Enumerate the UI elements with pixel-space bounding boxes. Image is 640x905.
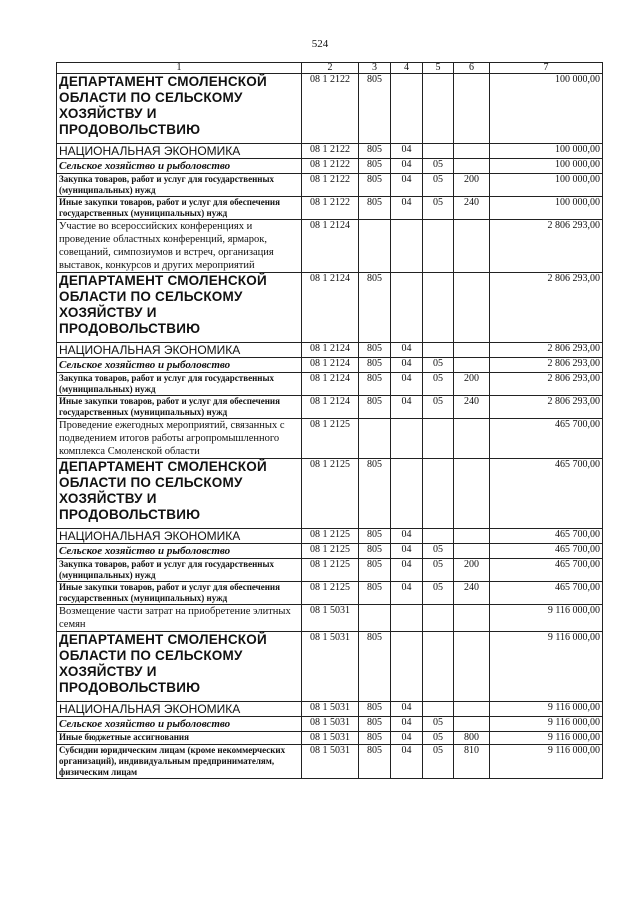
target-article-cell: 08 1 2122 <box>302 159 359 174</box>
department-code-cell <box>359 419 391 459</box>
row-name-cell: Проведение ежегодных мероприятий, связанных с подведением итогов работы агропромышленного комплекса Смоленской области <box>57 419 302 459</box>
subsection-code-cell: 05 <box>423 745 454 779</box>
column-header: 7 <box>490 63 603 74</box>
expense-type-cell: 200 <box>454 373 490 396</box>
expense-type-cell <box>454 702 490 717</box>
row-name-cell: Иные закупки товаров, работ и услуг для обеспечения государственных (муниципальных) нужд <box>57 582 302 605</box>
section-code-cell <box>391 419 423 459</box>
section-code-cell: 04 <box>391 702 423 717</box>
expense-type-cell <box>454 358 490 373</box>
table-row <box>57 544 603 559</box>
table-row <box>57 419 603 459</box>
department-code-cell: 805 <box>359 159 391 174</box>
expense-type-cell <box>454 343 490 358</box>
target-article-cell: 08 1 2124 <box>302 373 359 396</box>
expense-type-cell <box>454 144 490 159</box>
row-name-cell: ДЕПАРТАМЕНТ СМОЛЕНСКОЙ ОБЛАСТИ ПО СЕЛЬСКОМУ ХОЗЯЙСТВУ И ПРОДОВОЛЬСТВИЮ <box>57 459 302 529</box>
table-row <box>57 732 603 745</box>
expense-type-cell <box>454 717 490 732</box>
amount-cell: 100 000,00 <box>490 197 603 220</box>
section-code-cell: 04 <box>391 174 423 197</box>
column-header-row <box>57 63 603 74</box>
expense-type-cell <box>454 74 490 144</box>
row-name-cell: НАЦИОНАЛЬНАЯ ЭКОНОМИКА <box>57 144 302 159</box>
section-code-cell: 04 <box>391 717 423 732</box>
table-body <box>57 74 603 779</box>
section-code-cell: 04 <box>391 343 423 358</box>
target-article-cell: 08 1 2125 <box>302 544 359 559</box>
table-row <box>57 529 603 544</box>
table-row <box>57 459 603 529</box>
subsection-code-cell <box>423 605 454 632</box>
section-code-cell: 04 <box>391 396 423 419</box>
department-code-cell: 805 <box>359 459 391 529</box>
section-code-cell <box>391 605 423 632</box>
table-row <box>57 702 603 717</box>
column-header: 5 <box>423 63 454 74</box>
row-name-cell: НАЦИОНАЛЬНАЯ ЭКОНОМИКА <box>57 343 302 358</box>
section-code-cell: 04 <box>391 159 423 174</box>
department-code-cell: 805 <box>359 273 391 343</box>
subsection-code-cell <box>423 419 454 459</box>
expense-type-cell <box>454 544 490 559</box>
department-code-cell: 805 <box>359 702 391 717</box>
subsection-code-cell: 05 <box>423 358 454 373</box>
expense-type-cell <box>454 220 490 273</box>
target-article-cell: 08 1 2124 <box>302 220 359 273</box>
department-code-cell: 805 <box>359 396 391 419</box>
department-code-cell: 805 <box>359 544 391 559</box>
table-row <box>57 605 603 632</box>
target-article-cell: 08 1 2124 <box>302 358 359 373</box>
target-article-cell: 08 1 2125 <box>302 459 359 529</box>
department-code-cell: 805 <box>359 717 391 732</box>
expense-type-cell: 800 <box>454 732 490 745</box>
row-name-cell: Иные закупки товаров, работ и услуг для обеспечения государственных (муниципальных) нужд <box>57 396 302 419</box>
subsection-code-cell: 05 <box>423 159 454 174</box>
row-name-cell: Закупка товаров, работ и услуг для государственных (муниципальных) нужд <box>57 373 302 396</box>
amount-cell: 2 806 293,00 <box>490 220 603 273</box>
table-row <box>57 197 603 220</box>
table-row <box>57 144 603 159</box>
subsection-code-cell: 05 <box>423 373 454 396</box>
subsection-code-cell <box>423 632 454 702</box>
expense-type-cell <box>454 529 490 544</box>
target-article-cell: 08 1 5031 <box>302 717 359 732</box>
column-header: 6 <box>454 63 490 74</box>
row-name-cell: Субсидии юридическим лицам (кроме некоммерческих организаций), индивидуальным предпринимателям, физическим лицам <box>57 745 302 779</box>
department-code-cell: 805 <box>359 582 391 605</box>
expense-type-cell: 200 <box>454 174 490 197</box>
subsection-code-cell: 05 <box>423 174 454 197</box>
subsection-code-cell: 05 <box>423 396 454 419</box>
target-article-cell: 08 1 5031 <box>302 605 359 632</box>
table-row <box>57 745 603 779</box>
amount-cell: 465 700,00 <box>490 559 603 582</box>
amount-cell: 100 000,00 <box>490 144 603 159</box>
subsection-code-cell: 05 <box>423 717 454 732</box>
section-code-cell: 04 <box>391 529 423 544</box>
target-article-cell: 08 1 2125 <box>302 529 359 544</box>
row-name-cell: Закупка товаров, работ и услуг для государственных (муниципальных) нужд <box>57 559 302 582</box>
amount-cell: 9 116 000,00 <box>490 717 603 732</box>
expense-type-cell <box>454 159 490 174</box>
row-name-cell: НАЦИОНАЛЬНАЯ ЭКОНОМИКА <box>57 529 302 544</box>
section-code-cell: 04 <box>391 582 423 605</box>
table-row <box>57 632 603 702</box>
column-header: 3 <box>359 63 391 74</box>
column-header: 1 <box>57 63 302 74</box>
subsection-code-cell: 05 <box>423 559 454 582</box>
section-code-cell <box>391 74 423 144</box>
table-row <box>57 343 603 358</box>
table-row <box>57 396 603 419</box>
section-code-cell: 04 <box>391 544 423 559</box>
amount-cell: 465 700,00 <box>490 419 603 459</box>
expense-type-cell: 240 <box>454 396 490 419</box>
department-code-cell: 805 <box>359 373 391 396</box>
section-code-cell: 04 <box>391 197 423 220</box>
target-article-cell: 08 1 2122 <box>302 74 359 144</box>
row-name-cell: Иные закупки товаров, работ и услуг для обеспечения государственных (муниципальных) нужд <box>57 197 302 220</box>
subsection-code-cell <box>423 144 454 159</box>
row-name-cell: Сельское хозяйство и рыболовство <box>57 159 302 174</box>
target-article-cell: 08 1 5031 <box>302 632 359 702</box>
table-row <box>57 159 603 174</box>
section-code-cell <box>391 273 423 343</box>
amount-cell: 9 116 000,00 <box>490 745 603 779</box>
amount-cell: 465 700,00 <box>490 459 603 529</box>
subsection-code-cell <box>423 343 454 358</box>
page-number: 524 <box>311 38 329 50</box>
department-code-cell: 805 <box>359 74 391 144</box>
amount-cell: 465 700,00 <box>490 544 603 559</box>
target-article-cell: 08 1 2125 <box>302 559 359 582</box>
amount-cell: 100 000,00 <box>490 74 603 144</box>
amount-cell: 2 806 293,00 <box>490 396 603 419</box>
table-row <box>57 717 603 732</box>
expense-type-cell: 240 <box>454 197 490 220</box>
target-article-cell: 08 1 5031 <box>302 745 359 779</box>
expense-type-cell <box>454 459 490 529</box>
subsection-code-cell: 05 <box>423 197 454 220</box>
subsection-code-cell <box>423 702 454 717</box>
target-article-cell: 08 1 5031 <box>302 702 359 717</box>
department-code-cell: 805 <box>359 745 391 779</box>
section-code-cell: 04 <box>391 745 423 779</box>
subsection-code-cell: 05 <box>423 544 454 559</box>
amount-cell: 2 806 293,00 <box>490 273 603 343</box>
row-name-cell: Сельское хозяйство и рыболовство <box>57 358 302 373</box>
table-row <box>57 220 603 273</box>
section-code-cell <box>391 220 423 273</box>
row-name-cell: ДЕПАРТАМЕНТ СМОЛЕНСКОЙ ОБЛАСТИ ПО СЕЛЬСКОМУ ХОЗЯЙСТВУ И ПРОДОВОЛЬСТВИЮ <box>57 273 302 343</box>
row-name-cell: ДЕПАРТАМЕНТ СМОЛЕНСКОЙ ОБЛАСТИ ПО СЕЛЬСКОМУ ХОЗЯЙСТВУ И ПРОДОВОЛЬСТВИЮ <box>57 74 302 144</box>
amount-cell: 465 700,00 <box>490 582 603 605</box>
amount-cell: 9 116 000,00 <box>490 732 603 745</box>
amount-cell: 100 000,00 <box>490 159 603 174</box>
section-code-cell: 04 <box>391 358 423 373</box>
expense-type-cell: 240 <box>454 582 490 605</box>
section-code-cell: 04 <box>391 732 423 745</box>
expense-type-cell <box>454 273 490 343</box>
expense-type-cell <box>454 605 490 632</box>
target-article-cell: 08 1 2122 <box>302 144 359 159</box>
table-row <box>57 373 603 396</box>
budget-table <box>56 62 603 779</box>
target-article-cell: 08 1 2122 <box>302 197 359 220</box>
subsection-code-cell: 05 <box>423 582 454 605</box>
row-name-cell: Участие во всероссийских конференциях и проведение областных конференций, ярмарок, совещаний, симпозиумов и встреч, организация выставок, конкурсов и других мероприятий <box>57 220 302 273</box>
amount-cell: 100 000,00 <box>490 174 603 197</box>
department-code-cell: 805 <box>359 732 391 745</box>
department-code-cell: 805 <box>359 343 391 358</box>
amount-cell: 9 116 000,00 <box>490 632 603 702</box>
department-code-cell: 805 <box>359 197 391 220</box>
target-article-cell: 08 1 2125 <box>302 582 359 605</box>
row-name-cell: Закупка товаров, работ и услуг для государственных (муниципальных) нужд <box>57 174 302 197</box>
subsection-code-cell <box>423 529 454 544</box>
table-row <box>57 74 603 144</box>
amount-cell: 2 806 293,00 <box>490 358 603 373</box>
department-code-cell <box>359 220 391 273</box>
expense-type-cell <box>454 419 490 459</box>
amount-cell: 2 806 293,00 <box>490 373 603 396</box>
table-row <box>57 559 603 582</box>
amount-cell: 2 806 293,00 <box>490 343 603 358</box>
department-code-cell: 805 <box>359 358 391 373</box>
department-code-cell: 805 <box>359 632 391 702</box>
table-row <box>57 273 603 343</box>
row-name-cell: Сельское хозяйство и рыболовство <box>57 544 302 559</box>
column-header: 2 <box>302 63 359 74</box>
subsection-code-cell: 05 <box>423 732 454 745</box>
amount-cell: 9 116 000,00 <box>490 702 603 717</box>
expense-type-cell: 200 <box>454 559 490 582</box>
target-article-cell: 08 1 2124 <box>302 396 359 419</box>
table-row <box>57 174 603 197</box>
table-row <box>57 582 603 605</box>
section-code-cell <box>391 632 423 702</box>
target-article-cell: 08 1 2124 <box>302 273 359 343</box>
department-code-cell: 805 <box>359 174 391 197</box>
target-article-cell: 08 1 2122 <box>302 174 359 197</box>
expense-type-cell: 810 <box>454 745 490 779</box>
amount-cell: 465 700,00 <box>490 529 603 544</box>
subsection-code-cell <box>423 74 454 144</box>
row-name-cell: Сельское хозяйство и рыболовство <box>57 717 302 732</box>
subsection-code-cell <box>423 220 454 273</box>
expense-type-cell <box>454 632 490 702</box>
section-code-cell: 04 <box>391 559 423 582</box>
column-header: 4 <box>391 63 423 74</box>
department-code-cell: 805 <box>359 529 391 544</box>
subsection-code-cell <box>423 273 454 343</box>
section-code-cell: 04 <box>391 373 423 396</box>
row-name-cell: Иные бюджетные ассигнования <box>57 732 302 745</box>
subsection-code-cell <box>423 459 454 529</box>
target-article-cell: 08 1 5031 <box>302 732 359 745</box>
row-name-cell: Возмещение части затрат на приобретение элитных семян <box>57 605 302 632</box>
target-article-cell: 08 1 2125 <box>302 419 359 459</box>
target-article-cell: 08 1 2124 <box>302 343 359 358</box>
table-row <box>57 358 603 373</box>
row-name-cell: ДЕПАРТАМЕНТ СМОЛЕНСКОЙ ОБЛАСТИ ПО СЕЛЬСКОМУ ХОЗЯЙСТВУ И ПРОДОВОЛЬСТВИЮ <box>57 632 302 702</box>
department-code-cell <box>359 605 391 632</box>
section-code-cell <box>391 459 423 529</box>
row-name-cell: НАЦИОНАЛЬНАЯ ЭКОНОМИКА <box>57 702 302 717</box>
section-code-cell: 04 <box>391 144 423 159</box>
amount-cell: 9 116 000,00 <box>490 605 603 632</box>
department-code-cell: 805 <box>359 144 391 159</box>
department-code-cell: 805 <box>359 559 391 582</box>
